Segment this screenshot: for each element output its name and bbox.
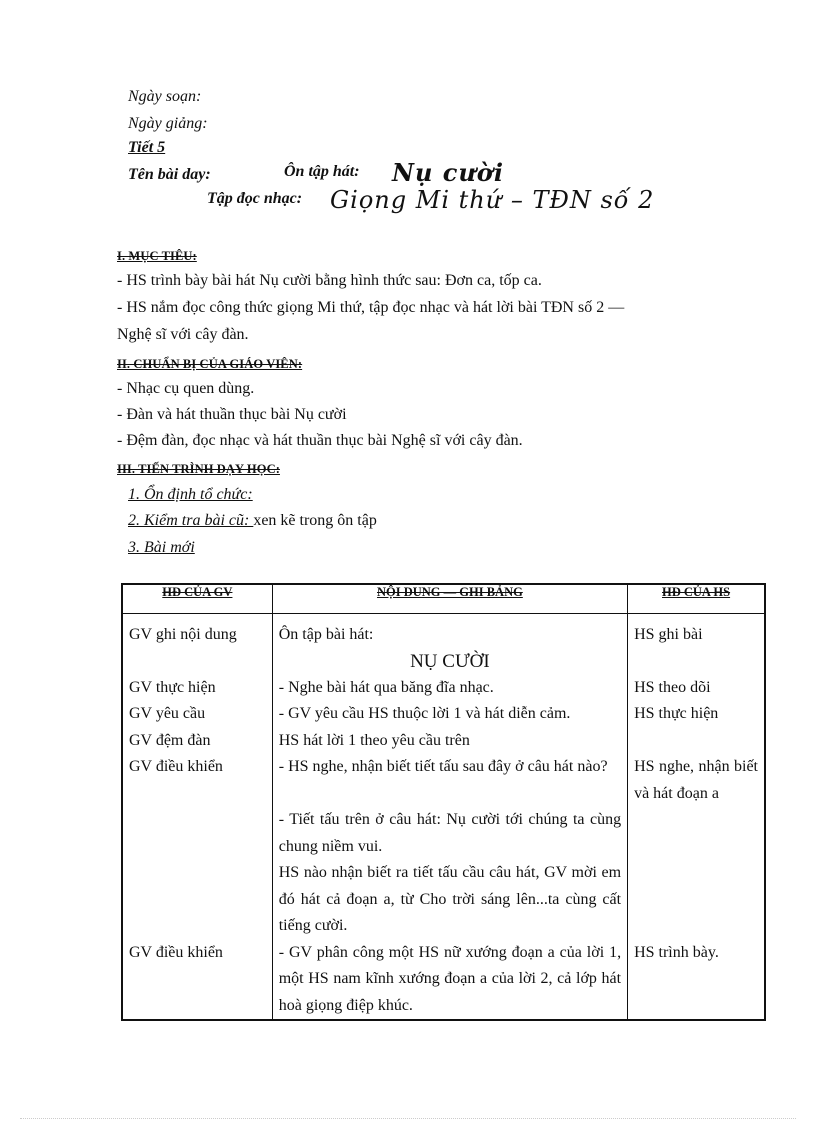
gv-cell (122, 649, 272, 675)
prep-line-3: - Đệm đàn, đọc nhạc và hát thuần thục bài Nghệ sĩ với cây đàn. (117, 432, 523, 449)
section-objectives-heading: I. MỤC TIÊU: (117, 249, 197, 263)
sight-reading-title: Giọng Mi thứ – TĐN số 2 (330, 186, 655, 214)
review-song-title: Nụ cười (392, 158, 504, 187)
header-student-activity: HĐ CỦA HS (628, 584, 765, 614)
sight-reading-label: Tập đọc nhạc: (207, 190, 303, 207)
content-cell: - Nghe bài hát qua băng đĩa nhạc. (272, 675, 627, 702)
step-3: 3. Bài mới (128, 539, 195, 556)
hs-cell: HS ghi bài (634, 626, 703, 643)
teach-date-label: Ngày giảng: (128, 115, 208, 132)
hs-cell (628, 860, 765, 940)
objective-line-3: Nghệ sĩ với cây đàn. (117, 326, 249, 343)
table-header-row (122, 584, 765, 614)
table-row (122, 754, 765, 807)
content-cell: HS nào nhận biết ra tiết tấu cầu câu hát, GV mời em đó hát cả đoạn a, từ Cho trời sáng lên...ta cùng cất tiếng cười. (272, 860, 627, 940)
content-cell: - GV phân công một HS nữ xướng đoạn a của lời 1, một HS nam kĩnh xướng đoạn a của lời 2, cả lớp hát hoà giọng điệp khúc. (272, 940, 627, 1021)
content-cell: - GV yêu cầu HS thuộc lời 1 và hát diễn cảm. (272, 701, 627, 728)
hs-cell (628, 807, 765, 860)
table-row (122, 649, 765, 675)
table-row (122, 701, 765, 728)
hs-cell: HS theo dõi (634, 678, 711, 696)
prep-date-label: Ngày soạn: (128, 88, 202, 105)
hs-cell (628, 649, 765, 675)
header-teacher-activity: HĐ CỦA GV (122, 584, 272, 614)
table-row (122, 860, 765, 940)
review-song-label: Ôn tập hát: (284, 163, 360, 180)
gv-cell: GV ghi nội dung (122, 614, 272, 649)
hs-cell: HS trình bày. (634, 943, 719, 961)
prep-line-2: - Đàn và hát thuần thục bài Nụ cười (117, 406, 347, 423)
table-row (122, 675, 765, 702)
table-row (122, 807, 765, 860)
gv-cell: GV điều khiển (122, 940, 272, 1021)
table-row (122, 728, 765, 755)
gv-cell: GV yêu cầu (122, 701, 272, 728)
gv-cell: GV điều khiển (122, 754, 272, 807)
content-cell: HS hát lời 1 theo yêu cầu trên (272, 728, 627, 755)
section-preparation-heading: II. CHUẨN BỊ CỦA GIÁO VIÊN: (117, 357, 303, 371)
gv-cell: GV đệm đàn (122, 728, 272, 755)
lesson-title-label: Tên bài day: (128, 166, 211, 183)
gv-cell (122, 807, 272, 860)
hs-cell: HS nghe, nhận biết và hát đoạn a (634, 758, 758, 802)
gv-cell: GV thực hiện (122, 675, 272, 702)
lesson-plan-table (121, 583, 766, 1021)
header-content: NỘI DUNG — GHI BẢNG (272, 584, 627, 614)
content-cell: Ôn tập bài hát: (272, 614, 627, 649)
step-1: 1. Ổn định tổ chức: (128, 486, 253, 503)
page-bottom-divider (20, 1118, 796, 1119)
objective-line-1: - HS trình bày bài hát Nụ cười bằng hình thức sau: Đơn ca, tốp ca. (117, 272, 542, 289)
song-title-cell: NỤ CƯỜI (272, 649, 627, 675)
table-row (122, 614, 765, 649)
content-cell: - Tiết tấu trên ở câu hát: Nụ cười tới chúng ta cùng chung niềm vui. (272, 807, 627, 860)
gv-cell (122, 860, 272, 940)
step-2-label: 2. Kiểm tra bài cũ: (128, 512, 254, 529)
section-process-heading: III. TIẾN TRÌNH DẠY HỌC: (117, 462, 280, 476)
table-row (122, 940, 765, 1021)
hs-cell (628, 728, 765, 755)
step-2 (128, 512, 377, 530)
content-cell: - HS nghe, nhận biết tiết tấu sau đây ở câu hát nào? (272, 754, 627, 807)
step-2-text: xen kẽ trong ôn tập (253, 512, 377, 529)
hs-cell: HS thực hiện (634, 705, 719, 722)
prep-line-1: - Nhạc cụ quen dùng. (117, 380, 255, 397)
objective-line-2: - HS nắm đọc công thức giọng Mi thứ, tập đọc nhạc và hát lời bài TĐN số 2 — (117, 299, 625, 316)
lesson-number: Tiết 5 (128, 139, 166, 156)
